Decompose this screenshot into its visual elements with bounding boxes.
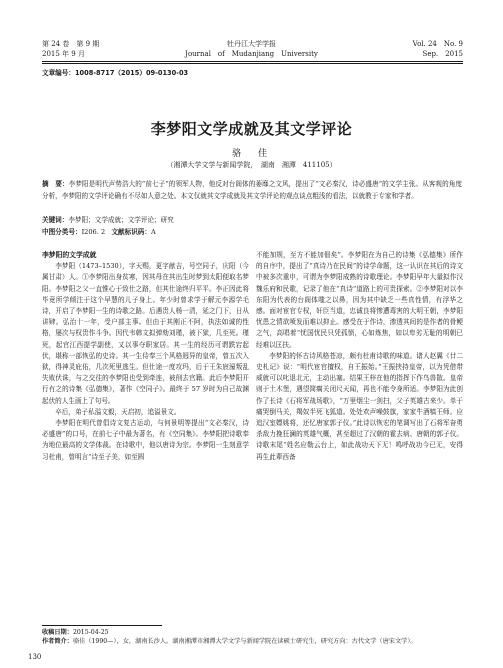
abstract-text: 李梦阳是明代声势浩大的“前七子”的领军人物，他反对台阁体的萎靡之文风，提出了“文必秦汉，诗必盛唐”的文学主张。从客观的角度分析，李梦阳的文学评论确有不尽如人意之处。本文仅就其文学成就及其文学评论的观点谈点粗浅的看法，以就教于专家和学者。 <box>42 180 463 201</box>
classification <box>42 227 462 237</box>
header-rule-thin <box>42 63 463 64</box>
clc-label: 中图分类号： <box>42 228 82 236</box>
author-affiliation: （湘潭大学文学与新闻学院， 湖南 湘潭 411105） <box>166 161 337 169</box>
page-number: 130 <box>28 653 42 661</box>
received-date: 2015-04-25 <box>72 629 109 636</box>
date-en: Sep. 2015 <box>422 50 463 58</box>
date-cn: 2015 年 9 月 <box>42 50 85 58</box>
received-label: 收稿日期： <box>42 629 73 636</box>
journal-name-cn: 牡丹江大学学报 <box>227 40 276 48</box>
body-right-column <box>256 250 463 463</box>
author-bio-label: 作者简介： <box>42 637 73 645</box>
footnote <box>42 629 462 646</box>
article-number: 文章编号：1008-8717（2015）09-0130-03 <box>42 69 189 77</box>
keywords-label: 关键词： <box>42 216 69 224</box>
abstract-label: 摘 要： <box>42 180 69 188</box>
doc-code-value: A <box>151 228 156 236</box>
paragraph: 李梦阳在明代曾倡诗文复古运动，与何景明等提出“文必秦汉，诗必盛唐”的口号，在前七子中最为著名，有《空同集》。李梦阳把诗歌奉为地位最高的文学体裁。在诗歌中，他以唐诗为宗。李梦阳一生刻意学习杜甫，曾明言“诗至子美，如至圆 <box>42 419 249 461</box>
author-bio: 骆佳（1990—），女，湖南长沙人。湖南湘潭市湘潭大学文学与新闻学院在读硕士研究生，研究方向：古代文学（唐宋文学）。 <box>72 637 417 645</box>
paragraph: 不能加规，至方不能加佃矣”。李梦阳在为自己的诗集《弘德集》所作的自序中，提出了“真诗乃在民间”的诗学命题，这一认识在其后的诗文中被多次重申，可谓为李梦阳成熟的诗歌理论。李梦阳早年大量拟作汉魏乐府和民歌，记录了他在“真诗”道路上的可贵探索。②李梦阳对以李东阳为代表的台阁体嗤之以鼻，因为其中缺乏一些真性情，有浮华之感。面对宦官专权，奸臣当道，忠诚良将惨遭毒害的大明王朝，李梦阳忧患之情欲喷发而难以抑止。感受在于作诗，渗透其间的是作者的骨鲠之气，高唱着“忧国忧民只凭孤愤，心如炼焦，如以卑劣无耻的明朝已经难以匡扶。 <box>256 251 463 349</box>
body-left-column <box>42 250 249 463</box>
footnote-rule <box>42 625 162 626</box>
volume-issue-cn: 第 24 卷 第 9 期 <box>42 40 100 48</box>
keywords <box>42 215 462 225</box>
author-name: 骆 佳 <box>231 149 271 159</box>
abstract <box>42 178 462 203</box>
clc-value: I206. 2 <box>81 228 106 236</box>
doc-code-label: 文献标识码： <box>111 228 151 236</box>
paragraph: 李梦阳（1473–1530），字天赐，更字献吉，号空同子，庆阳（今属甘肃）人。①李梦阳出身贫寒，因其母在其出生时梦到太阳便取名梦阳。李梦阳之父一直惟心于致仕之路，但其仕途终归平平。李正因此将毕竟所学倾注于这个早慧的儿子身上。年少时曾求学于解元李源学毛诗，开启了李梦阳一生的诗歌之路。后遇贵人杨一清，延之门下，日从讲肄。弘治十一年，受户部主事。但由于其刚正不阿，执法如诚的性格，屡次与权贵作斗争。因代韦韩文拟弹劾刘瑾，被下狱，几至死。瑾死，起官江西提学副使，又以事夺职家居。其一生的经历可谓跌宕起伏，堪称一部恢弘的史诗。其一生侍奉三个风格迥异的皇帝，曾五次入狱，得神灵庇佑，几次死里逃生。但仕途一度攻玛，后于王朱宸濠叛乱失败伏诛，与之交往的李梦阳也受到牵连，被削去官籍。此后李梦阳开行有之的诗集《弘德集》，著作《空同子》。最终于 57 岁时为自己故渊起伏的人生画上了句号。 <box>42 262 249 405</box>
article-title: 李梦阳文学成就及其文学评论 <box>150 120 353 138</box>
section-heading: 李梦阳的文学成就 <box>42 251 97 259</box>
journal-name-en: Journal of Mudanjiang University <box>185 50 318 58</box>
paragraph: 李梦阳的怀古诗风格苍凉，颇有杜甫诗歌的味道。诸人赵翼《廿二史札记》说：“明代宦官擅权，自王振始。”王振挟持皇帝，以为凭借带威就可以叱退北元，主动出塞。结果王梓在他的指挥下作鸟兽散。皇帝则于土木堡，遇望简瘸关闭尺天闻，再也不能令身所适。李梦阳为此创作了长诗《石将军战场歌》，“万里烟尘一剑扫，父子英雄古来少。单于痛哭倒马关，羯奴半死飞狐道。处处欢声噪鼓旗，家家牛酒犒王师。应追汉室嫖姚将，还忆唐家郭子仪。”此诗以恢宏的笔调写出了石将军奋勇杀敌力挽狂澜的英雄气概，甚至超过了汉朝的霍去病、唐朝的郭子仪。诗歌末尾“姓名应勒云台上，如此战功天下无！鸣呼战功今已无，安得再生此辈西备 <box>256 351 463 461</box>
keywords-text: 李梦阳；文学成就；文学评论；研究 <box>68 216 174 224</box>
header-rule <box>42 61 463 62</box>
paragraph: 卒后，弟子私溢文毅，天启初，追溢景文。 <box>55 407 181 416</box>
volume-issue-en: Vol. 24 No. 9 <box>412 40 463 48</box>
